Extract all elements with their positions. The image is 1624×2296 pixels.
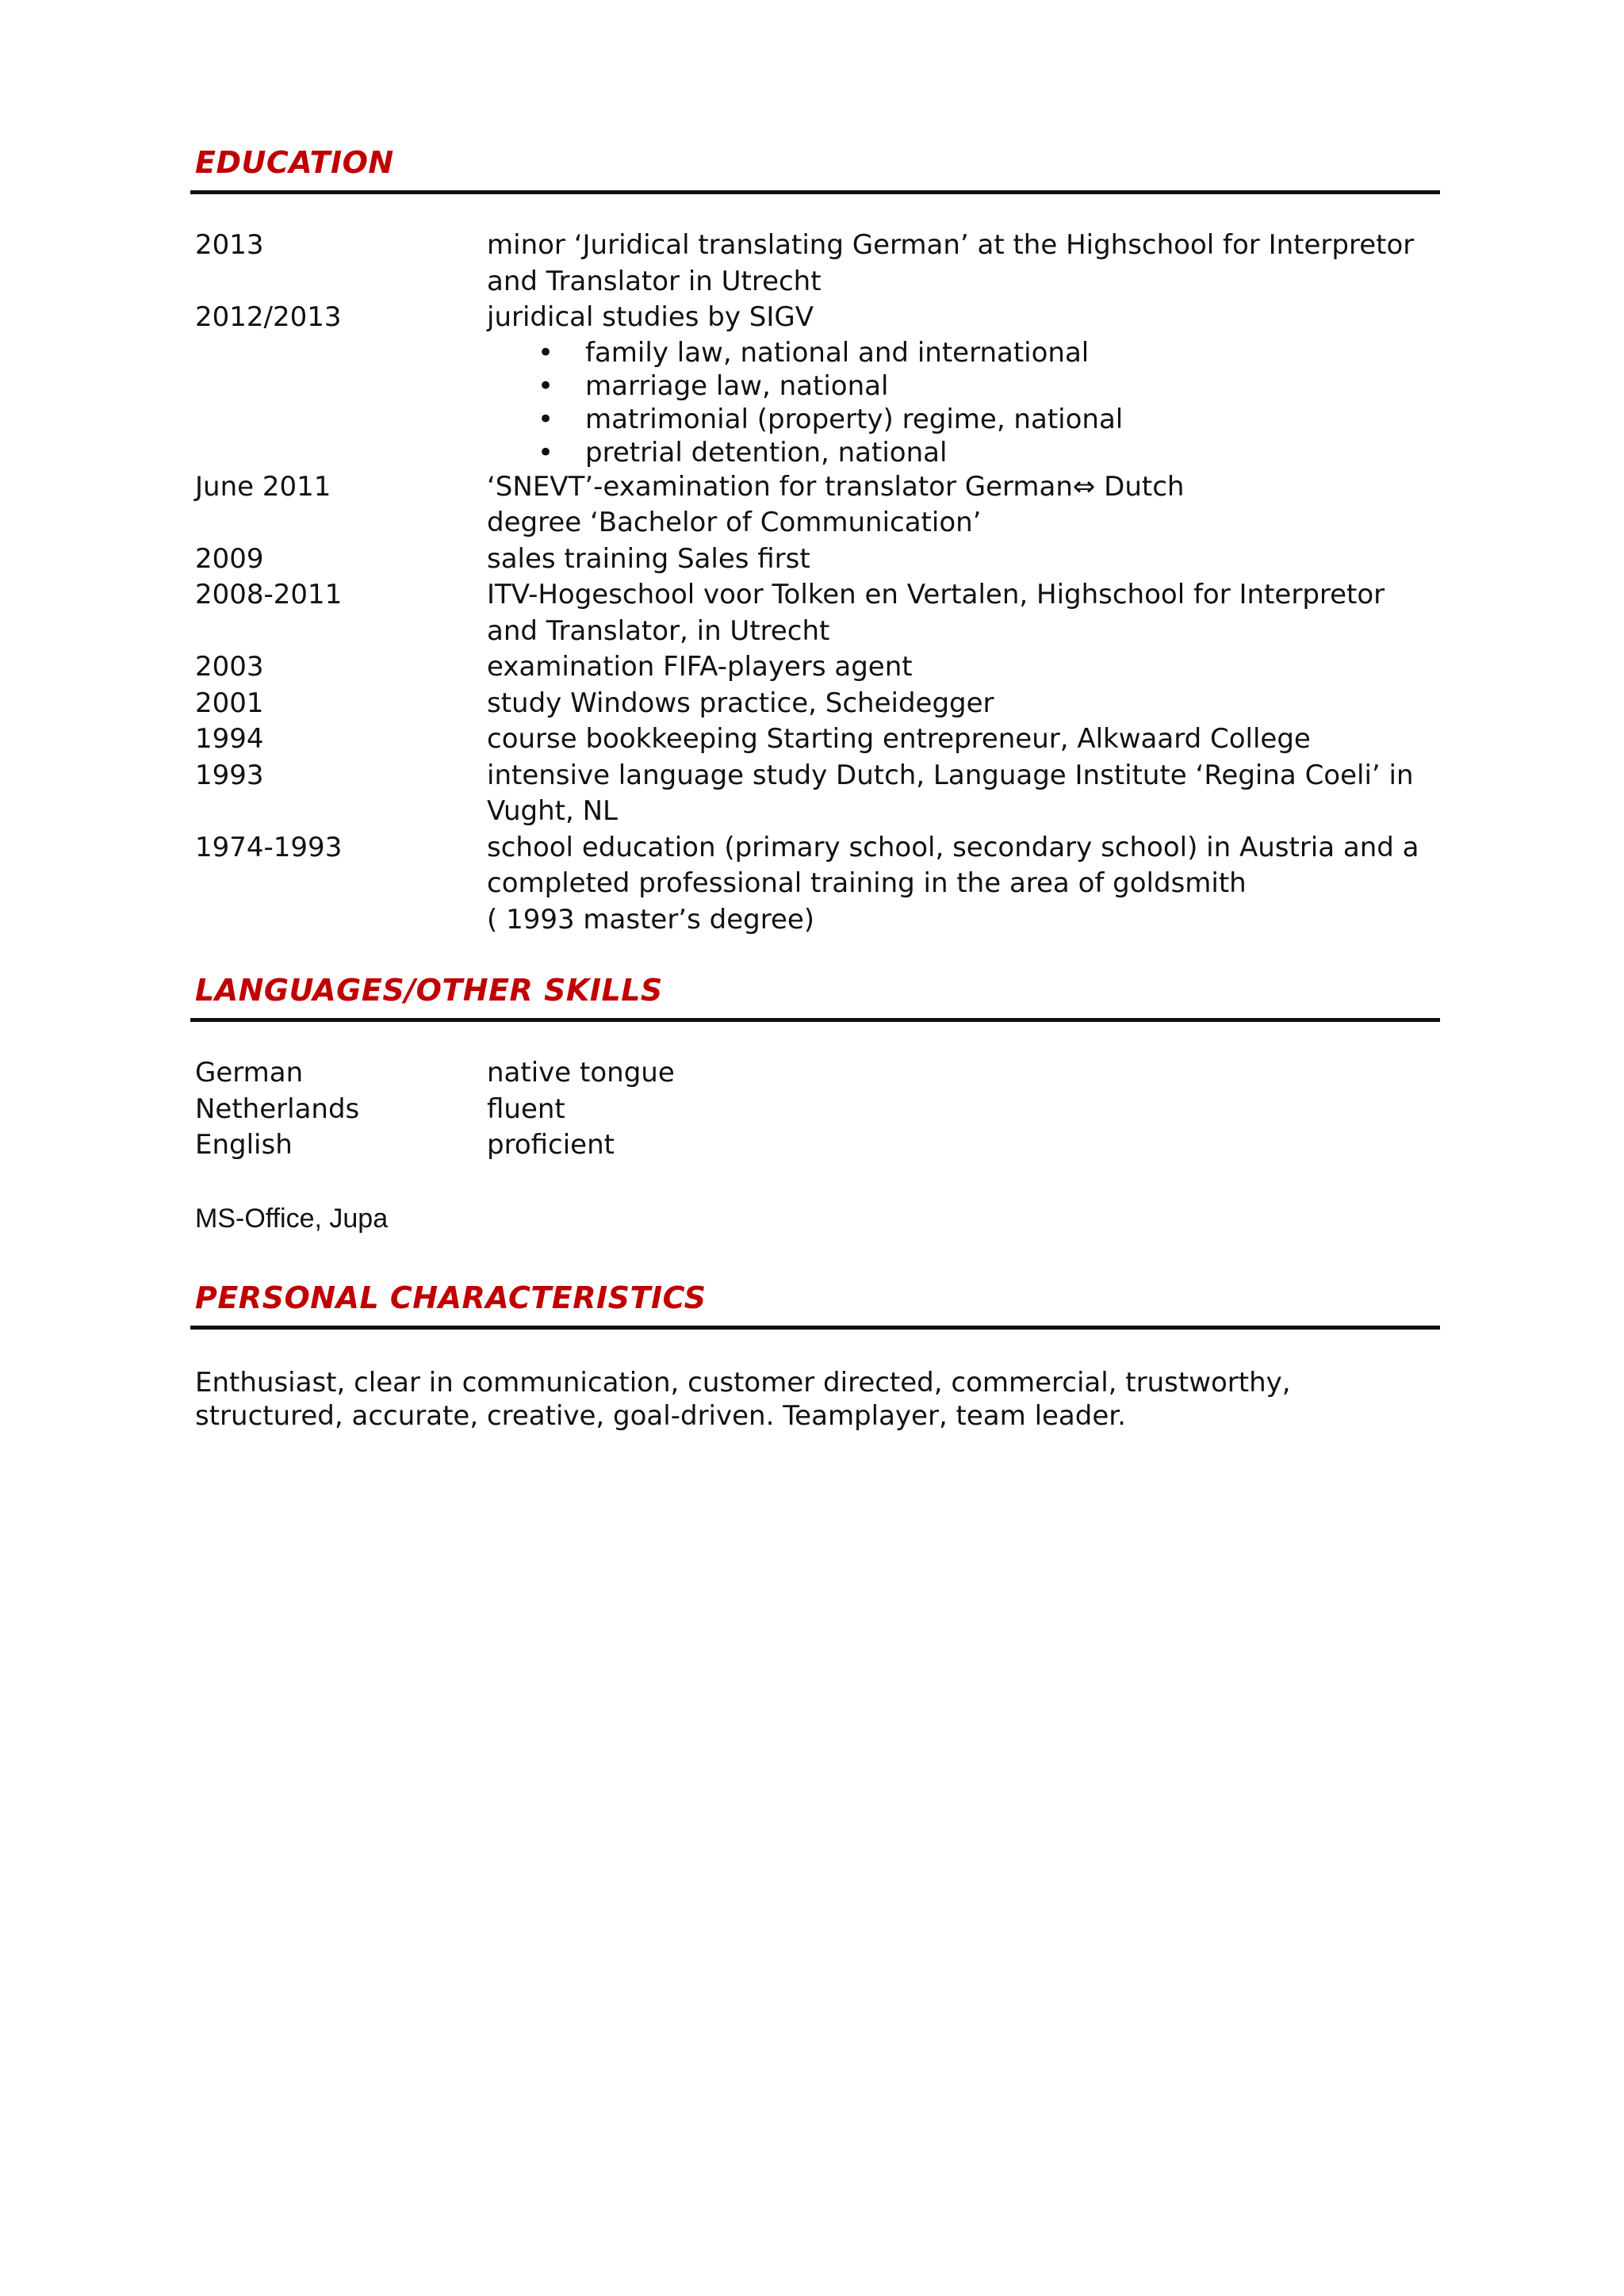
education-entry bbox=[195, 469, 1440, 506]
education-entry bbox=[195, 541, 1440, 578]
education-entry bbox=[195, 902, 1440, 939]
education-text: minor ‘Juridical translating German’ at the Highschool for Interpretor and Translator in Utrecht bbox=[487, 229, 1415, 297]
section-heading-personal: PERSONAL CHARACTERISTICS bbox=[195, 1280, 707, 1315]
language-row bbox=[195, 1127, 1440, 1164]
languages-section bbox=[190, 975, 1440, 1232]
education-text-block bbox=[487, 300, 1438, 469]
section-rule bbox=[190, 190, 1440, 194]
education-year: 2013 bbox=[195, 229, 264, 261]
education-entry bbox=[195, 721, 1440, 758]
other-skills: MS-Office, Jupa bbox=[195, 1203, 389, 1234]
language-level: native tongue bbox=[487, 1057, 675, 1089]
education-text: ‘SNEVT’-examination for translator German⇔ Dutch bbox=[487, 470, 1185, 503]
section-rule bbox=[190, 1326, 1440, 1330]
language-row bbox=[195, 1055, 1440, 1092]
education-entry bbox=[195, 228, 1440, 300]
bullet-icon: • bbox=[538, 403, 554, 435]
languages-list bbox=[190, 1055, 1440, 1164]
education-year: June 2011 bbox=[195, 470, 331, 503]
education-text: degree ‘Bachelor of Communication’ bbox=[487, 507, 982, 538]
education-entry bbox=[195, 830, 1440, 902]
education-text: juridical studies by SIGV bbox=[487, 301, 814, 333]
bullet-item bbox=[487, 403, 1438, 436]
education-entry bbox=[195, 300, 1440, 469]
bullet-item bbox=[487, 436, 1438, 469]
bullet-icon: • bbox=[538, 369, 554, 402]
bullet-text: family law, national and international bbox=[585, 336, 1090, 369]
language-level: fluent bbox=[487, 1093, 565, 1125]
personal-text: Enthusiast, clear in communication, customer directed, commercial, trustworthy, structured, accurate, creative, goal-driven. Teamplayer, team leader. bbox=[195, 1367, 1291, 1432]
language-row bbox=[195, 1092, 1440, 1128]
education-text: intensive language study Dutch, Language Institute ‘Regina Coeli’ in Vught, NL bbox=[487, 759, 1414, 827]
education-text: examination FIFA-players agent bbox=[487, 651, 913, 683]
section-rule bbox=[190, 1018, 1440, 1022]
education-list bbox=[190, 228, 1440, 938]
education-section bbox=[190, 147, 1440, 938]
education-year: 2008-2011 bbox=[195, 579, 343, 610]
education-text: ITV-Hogeschool voor Tolken en Vertalen, Highschool for Interpretor and Translator, in Utrecht bbox=[487, 579, 1385, 647]
language-name: German bbox=[195, 1057, 304, 1089]
section-heading-languages: LANGUAGES/OTHER SKILLS bbox=[195, 973, 663, 1008]
education-entry bbox=[195, 577, 1440, 649]
education-year: 1993 bbox=[195, 759, 264, 791]
education-year: 2009 bbox=[195, 542, 264, 575]
education-year: 2012/2013 bbox=[195, 301, 342, 333]
education-text: school education (primary school, secondary school) in Austria and a completed professional training in the area of goldsmith bbox=[487, 831, 1419, 899]
education-entry bbox=[195, 686, 1440, 722]
bullet-text: marriage law, national bbox=[585, 369, 889, 402]
education-entry bbox=[195, 758, 1440, 830]
education-text: study Windows practice, Scheidegger bbox=[487, 687, 994, 719]
bullet-text: matrimonial (property) regime, national bbox=[585, 403, 1124, 435]
education-year: 2001 bbox=[195, 687, 264, 719]
education-year: 1974-1993 bbox=[195, 831, 343, 863]
language-name: Netherlands bbox=[195, 1093, 360, 1125]
education-text: course bookkeeping Starting entrepreneur, Alkwaard College bbox=[487, 723, 1311, 755]
bullet-text: pretrial detention, national bbox=[585, 436, 948, 469]
bullet-list bbox=[487, 336, 1438, 469]
bullet-icon: • bbox=[538, 436, 554, 469]
bullet-icon: • bbox=[538, 336, 554, 369]
language-name: English bbox=[195, 1129, 293, 1161]
language-level: proficient bbox=[487, 1129, 615, 1161]
education-entry bbox=[195, 505, 1440, 541]
education-text: ( 1993 master’s degree) bbox=[487, 903, 815, 936]
education-year: 2003 bbox=[195, 651, 264, 683]
bullet-item bbox=[487, 369, 1438, 403]
education-year: 1994 bbox=[195, 723, 264, 755]
education-text: sales training Sales first bbox=[487, 542, 810, 575]
personal-section bbox=[190, 1280, 1440, 1433]
bullet-item bbox=[487, 336, 1438, 369]
education-entry bbox=[195, 649, 1440, 686]
section-heading-education: EDUCATION bbox=[195, 145, 394, 180]
